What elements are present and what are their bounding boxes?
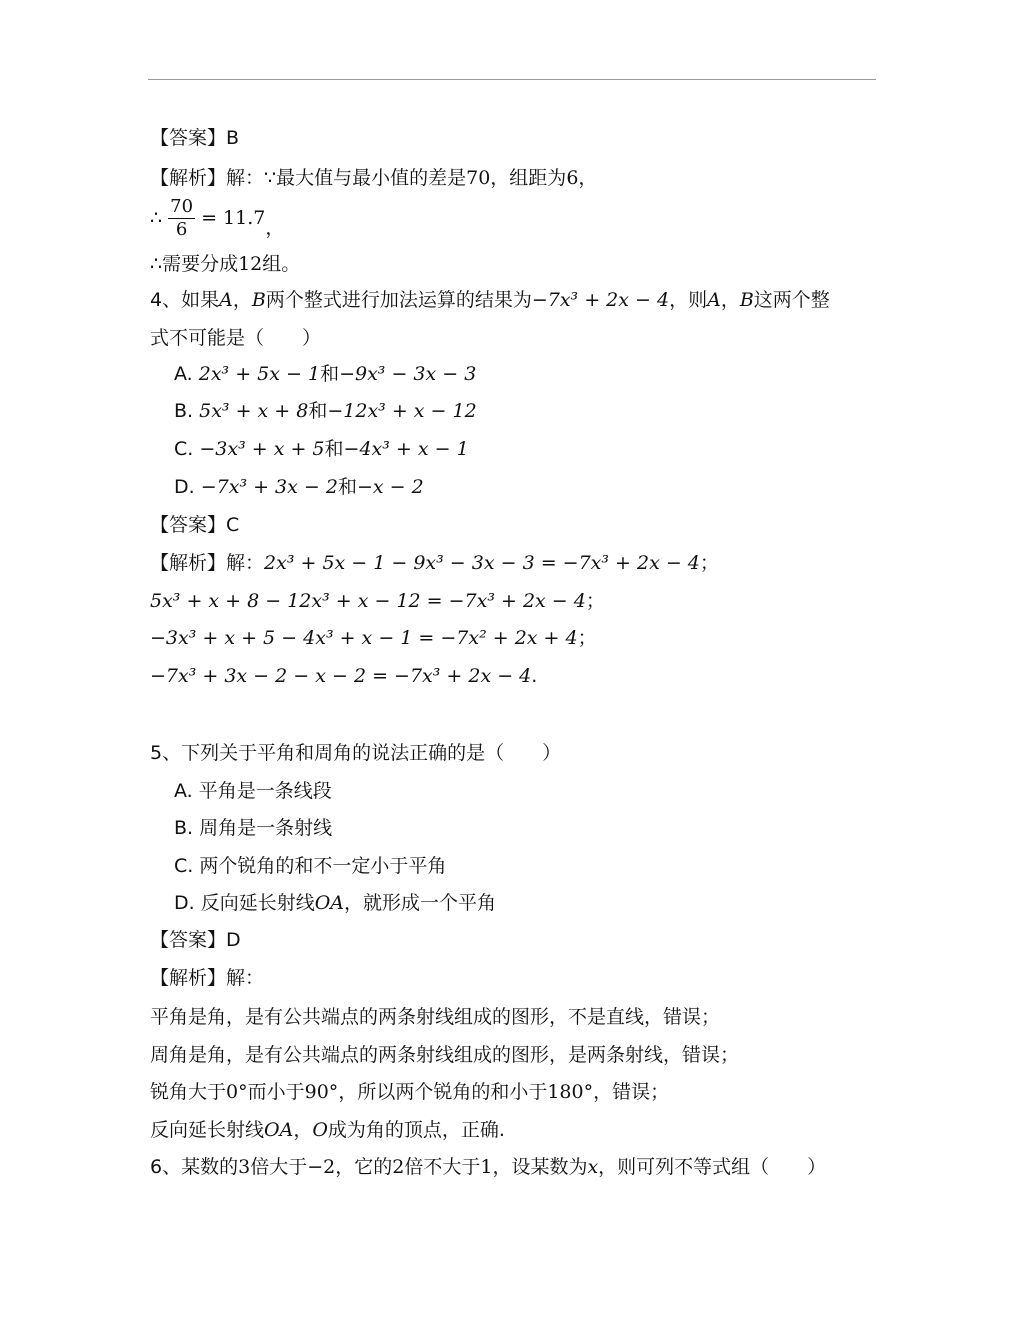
q3-answer: 【答案】B	[150, 127, 240, 149]
q4-option-a[interactable]: A. 2x³ + 5x − 1和−9x³ − 3x − 3	[174, 363, 477, 385]
q5-analysis-1: 平角是角，是有公共端点的两条射线组成的图形，不是直线，错误；	[150, 1006, 721, 1028]
header-rule	[148, 79, 876, 80]
q3-analysis: 【解析】解：∵最大值与最小值的差是70，组距为6，	[150, 167, 598, 189]
q4-analysis-4: −7x³ + 3x − 2 − x − 2 = −7x³ + 2x − 4.	[150, 665, 538, 687]
q4-stem-line2: 式不可能是（ ）	[150, 327, 322, 349]
q5-option-a[interactable]: A. 平角是一条线段	[174, 780, 332, 802]
q4-stem: 4、如果A，B两个整式进行加法运算的结果为−7x³ + 2x − 4，则A，B这两个整	[150, 289, 830, 311]
q6-stem: 6、某数的3倍大于−2，它的2倍不大于1，设某数为x，则可列不等式组（ ）	[150, 1156, 827, 1178]
q5-analysis-2: 周角是角，是有公共端点的两条射线组成的图形，是两条射线，错误；	[150, 1044, 740, 1066]
q5-analysis-intro: 【解析】解：	[150, 967, 265, 989]
q4-answer: 【答案】C	[150, 514, 240, 536]
q4-analysis-3: −3x³ + x + 5 − 4x³ + x − 1 = −7x² + 2x + 4；	[150, 627, 597, 649]
q5-stem: 5、下列关于平角和周角的说法正确的是（ ）	[150, 742, 562, 764]
q4-option-d[interactable]: D. −7x³ + 3x − 2和−x − 2	[174, 476, 424, 498]
q4-option-c[interactable]: C. −3x³ + x + 5和−4x³ + x − 1	[174, 438, 469, 460]
q4-answer-value: C	[226, 514, 240, 536]
q3-fraction-line: ∴ $\frac{70}{6}$ = 11.7，	[150, 196, 285, 240]
q4-analysis-2: 5x³ + x + 8 − 12x³ + x − 12 = −7x³ + 2x − 4；	[150, 590, 605, 612]
q3-conclusion: ∴需要分成12组。	[150, 253, 301, 275]
q5-analysis-3: 锐角大于0°而小于90°，所以两个锐角的和小于180°，错误；	[150, 1081, 670, 1103]
q3-answer-value: B	[226, 127, 240, 149]
q5-analysis-4: 反向延长射线OA，O成为角的顶点，正确.	[150, 1119, 505, 1141]
fraction: $\frac{70}{6}$	[170, 196, 194, 240]
q5-answer-value: D	[226, 929, 241, 951]
q4-analysis-1: 【解析】解：2x³ + 5x − 1 − 9x³ − 3x − 3 = −7x³ + 2x − 4；	[150, 552, 719, 574]
q4-option-b[interactable]: B. 5x³ + x + 8和−12x³ + x − 12	[174, 400, 477, 422]
q5-option-c[interactable]: C. 两个锐角的和不一定小于平角	[174, 855, 447, 877]
q5-option-d[interactable]: D. 反向延长射线OA，就形成一个平角	[174, 892, 497, 914]
q5-option-b[interactable]: B. 周角是一条射线	[174, 817, 333, 839]
q5-answer: 【答案】D	[150, 929, 241, 951]
